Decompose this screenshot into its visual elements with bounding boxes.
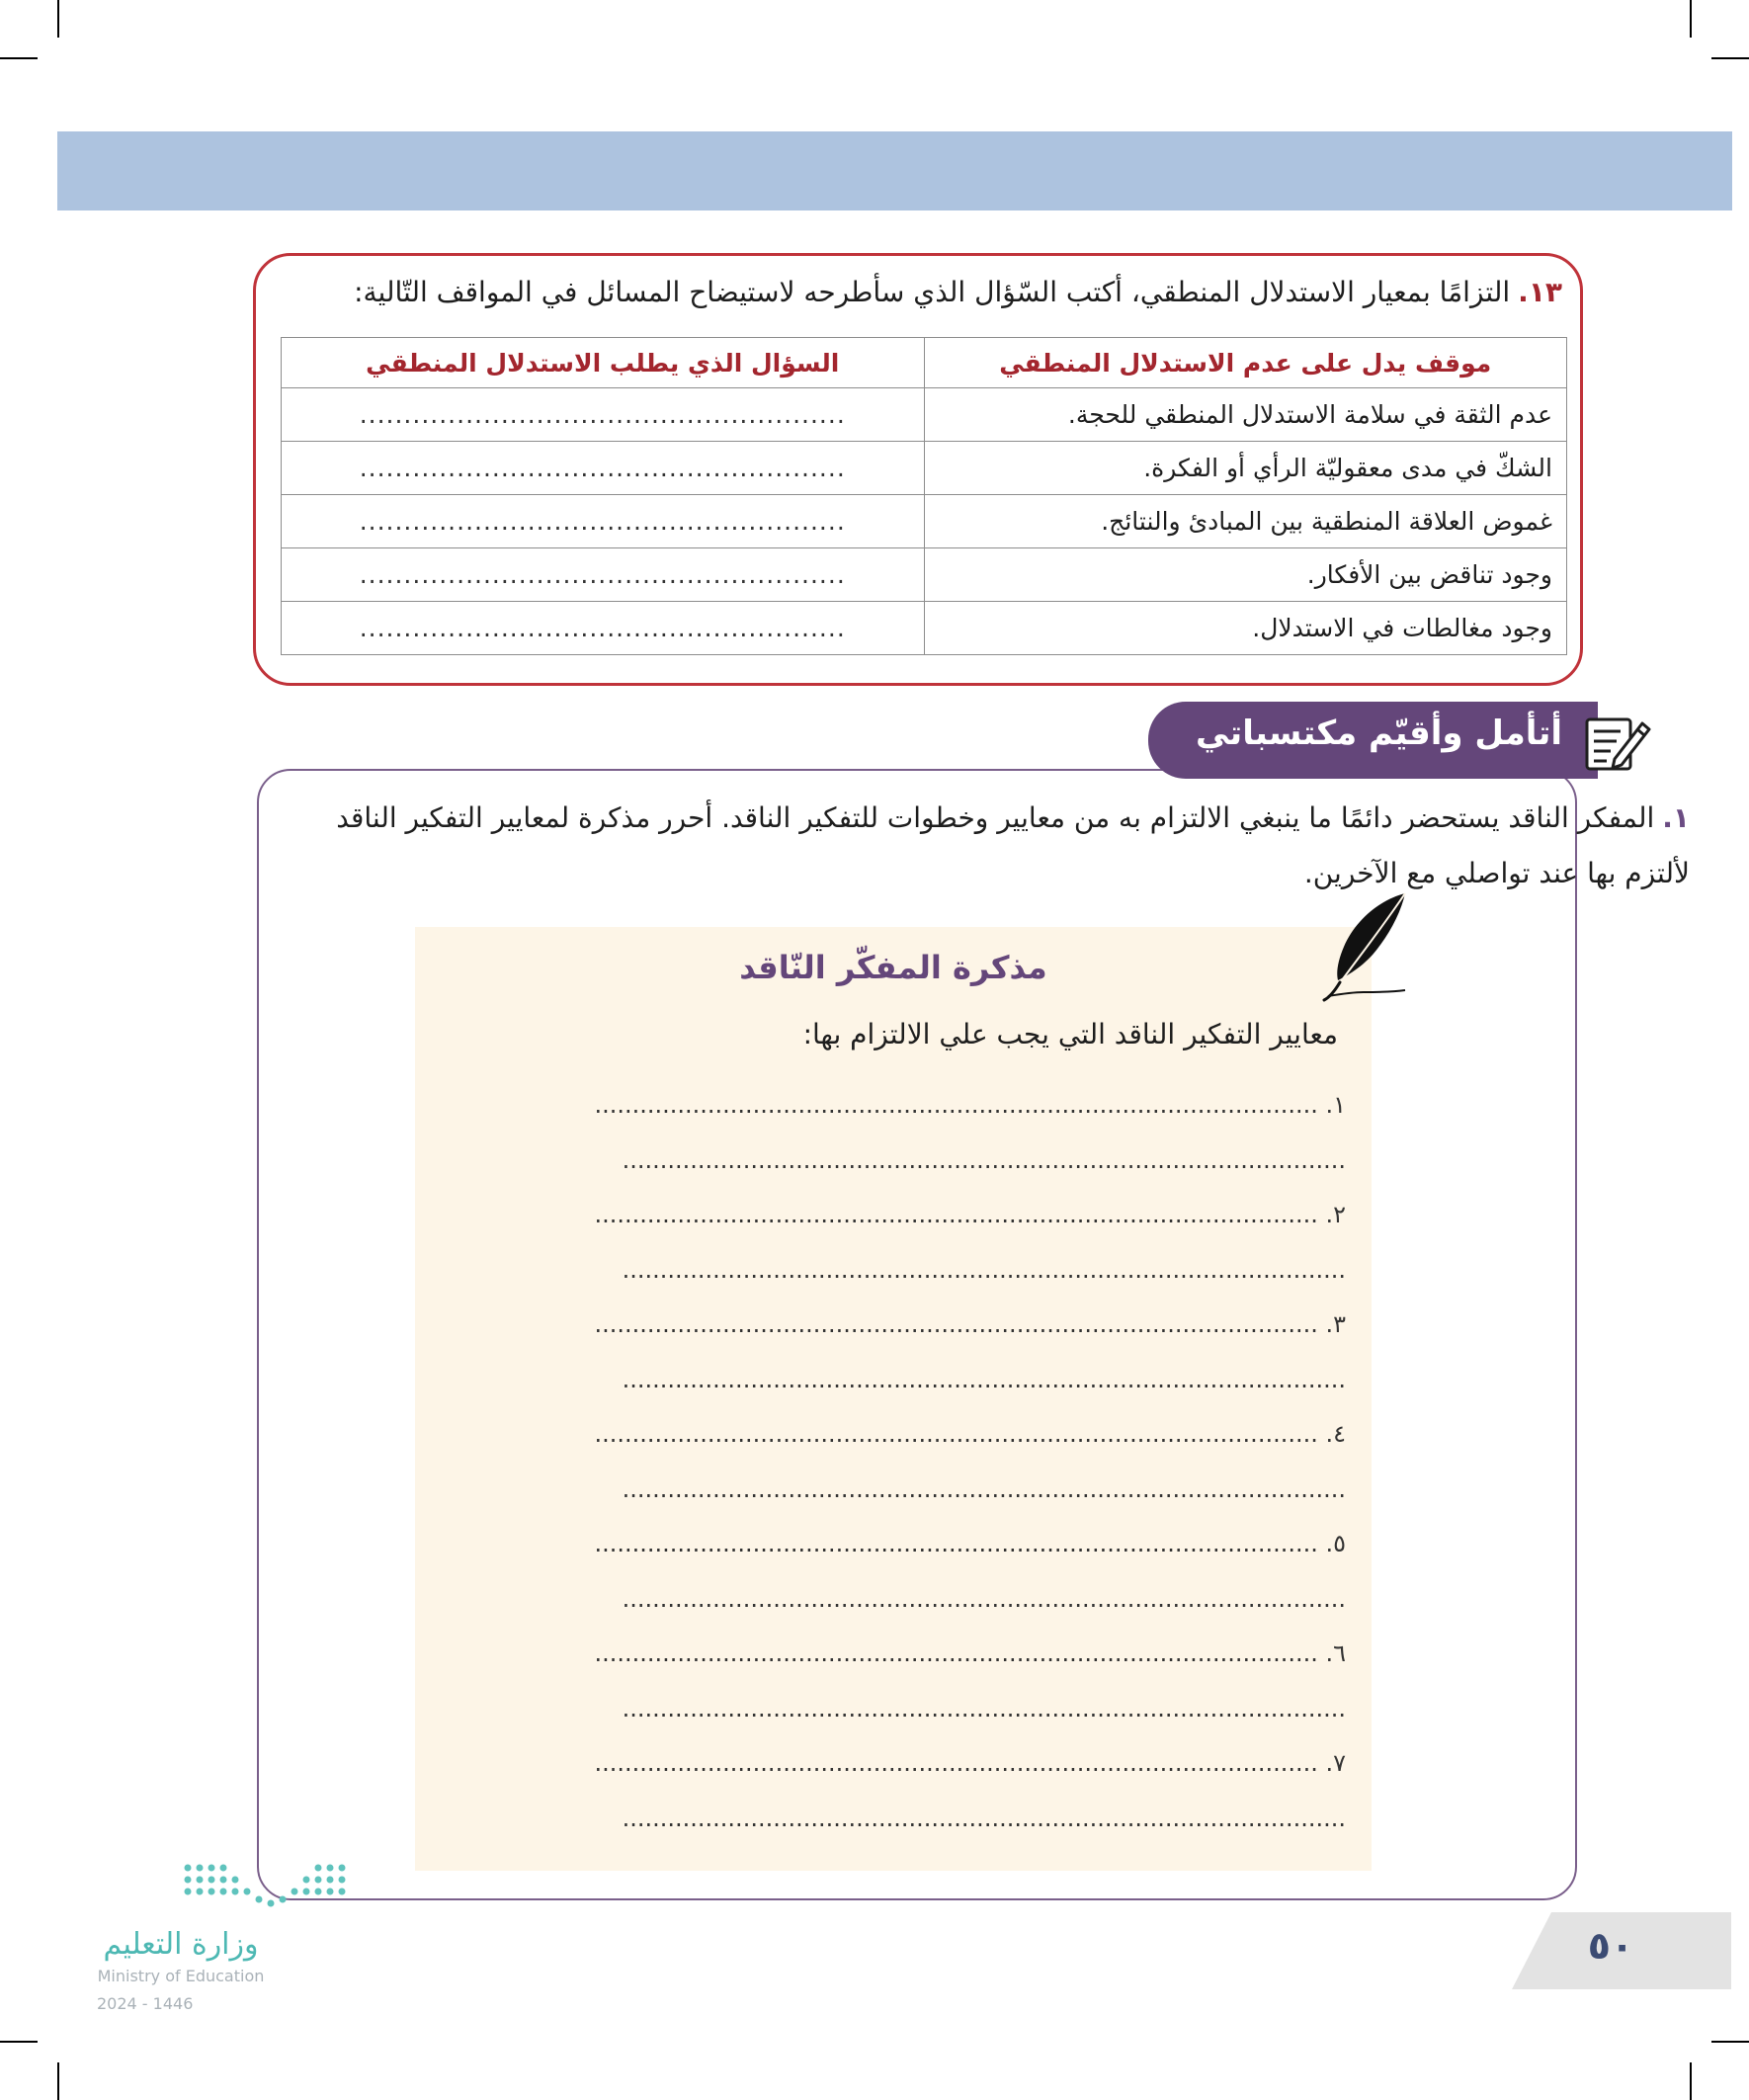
table-row: [282, 442, 1567, 495]
section-title: أتأمل وأقيّم مكتسباتي: [1196, 714, 1562, 753]
header-band: [57, 131, 1732, 210]
question-13-box: [253, 253, 1583, 686]
note-title: مذكرة المفكّر النّاقد: [739, 949, 1047, 986]
question-1-prompt: [267, 791, 1690, 901]
ministry-name-english: Ministry of Education: [97, 1967, 265, 1985]
crop-mark: [1690, 2062, 1692, 2100]
question-number: ١٣.: [1518, 276, 1562, 308]
situation-cell: وجود تناقض بين الأفكار.: [924, 548, 1567, 602]
note-line[interactable]: ................................................................................................: [622, 1695, 1346, 1722]
note-subtitle: معايير التفكير الناقد التي يجب علي الالتزام بها:: [802, 1018, 1338, 1050]
answer-blank[interactable]: .......................................................: [282, 495, 925, 548]
reasoning-table: [281, 337, 1567, 655]
table-header-row: [282, 338, 1567, 388]
feather-quill-icon: [1322, 889, 1411, 1004]
table-row: [282, 548, 1567, 602]
note-line[interactable]: ................................................................................................: [622, 1256, 1346, 1284]
answer-blank[interactable]: .......................................................: [282, 442, 925, 495]
answer-blank[interactable]: .......................................................: [282, 548, 925, 602]
crop-mark: [57, 2062, 59, 2100]
situation-cell: الشكّ في مدى معقوليّة الرأي أو الفكرة.: [924, 442, 1567, 495]
ministry-name-arabic: وزارة التعليم: [103, 1927, 259, 1962]
note-pencil-icon: [1581, 710, 1652, 775]
question-text: التزامًا بمعيار الاستدلال المنطقي، أكتب السّؤال الذي سأطرحه لاستيضاح المسائل في المواقف التّالية:: [354, 276, 1511, 308]
crop-mark: [1690, 0, 1692, 38]
note-line[interactable]: ................................................................................................: [622, 1805, 1346, 1832]
situation-cell: غموض العلاقة المنطقية بين المبادئ والنتائج.: [924, 495, 1567, 548]
header-situation: موقف يدل على عدم الاستدلال المنطقي: [924, 338, 1567, 388]
table-row: [282, 388, 1567, 442]
crop-mark: [1711, 57, 1749, 59]
table-row: [282, 602, 1567, 655]
crop-mark: [0, 57, 38, 59]
note-line[interactable]: ٦. ................................................................................................: [594, 1639, 1346, 1667]
crop-mark: [57, 0, 59, 38]
note-line[interactable]: ................................................................................................: [622, 1585, 1346, 1613]
answer-blank[interactable]: .......................................................: [282, 388, 925, 442]
note-line[interactable]: ٥. ................................................................................................: [594, 1530, 1346, 1557]
section-header: [1148, 702, 1598, 779]
table-row: [282, 495, 1567, 548]
question-text: المفكر الناقد يستحضر دائمًا ما ينبغي الالتزام به من معايير وخطوات للتفكير الناقد. أحرر مذكرة لمعايير التفكير الناقد لألتزم بها عند تواصلي مع الآخرين.: [336, 801, 1690, 889]
crop-mark: [0, 2041, 38, 2043]
note-line[interactable]: ٣. ................................................................................................: [594, 1310, 1346, 1338]
question-13-prompt: [354, 276, 1562, 308]
question-number: ١.: [1662, 801, 1690, 834]
ministry-logo-icon: [178, 1858, 356, 1917]
crop-mark: [1711, 2041, 1749, 2043]
critical-thinker-note: [415, 927, 1372, 1871]
note-line[interactable]: ................................................................................................: [622, 1146, 1346, 1174]
header-question: السؤال الذي يطلب الاستدلال المنطقي: [282, 338, 925, 388]
note-line[interactable]: ................................................................................................: [622, 1475, 1346, 1503]
situation-cell: وجود مغالطات في الاستدلال.: [924, 602, 1567, 655]
note-line[interactable]: ٧. ................................................................................................: [594, 1749, 1346, 1777]
note-line[interactable]: ................................................................................................: [622, 1366, 1346, 1393]
answer-blank[interactable]: .......................................................: [282, 602, 925, 655]
note-line[interactable]: ٢. ................................................................................................: [594, 1201, 1346, 1228]
edition-year: 2024 - 1446: [97, 1994, 194, 2013]
page-number: ٥٠: [1587, 1924, 1634, 1968]
note-line[interactable]: ٤. ................................................................................................: [594, 1420, 1346, 1448]
note-line[interactable]: ١. ................................................................................................: [594, 1091, 1346, 1119]
situation-cell: عدم الثقة في سلامة الاستدلال المنطقي للحجة.: [924, 388, 1567, 442]
